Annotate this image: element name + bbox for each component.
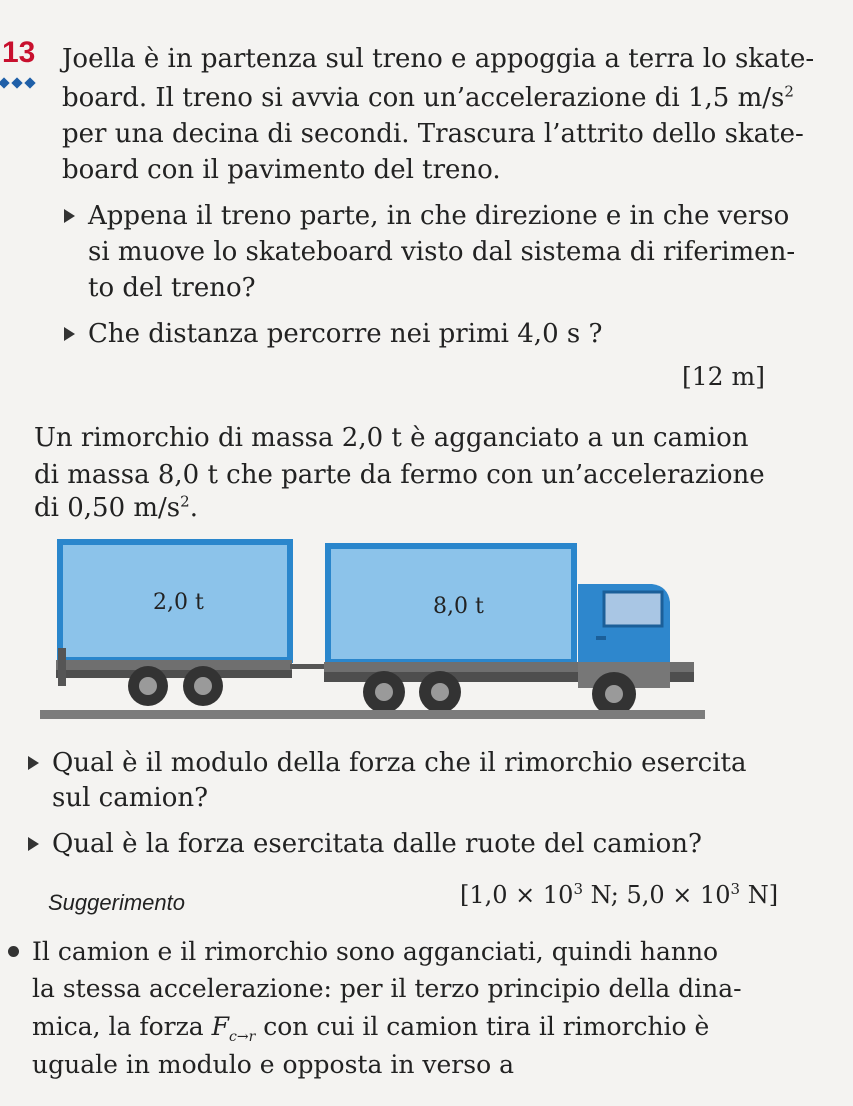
problem-14-q1-line-2: sul camion? [52, 783, 209, 813]
hint-line-1: Il camion e il rimorchio sono agganciati, quindi hanno [32, 937, 719, 966]
problem-14-answer: [$1,0 \times 10^3$ N; $5,0 \times 10^3$ N] [460, 880, 779, 909]
ground-line [40, 710, 705, 719]
problem-14-q1-line-1: Qual è il modulo della forza che il rimorchio esercita [52, 748, 747, 778]
problem-13-line-1: Joella è in partenza sul treno e appoggia a terra lo skate- [62, 44, 815, 74]
problem-13-q2: Che distanza percorre nei primi 4,0 s ? [88, 319, 603, 349]
bullet-dot-icon [8, 946, 19, 957]
problem-13-q1-line-1: Appena il treno parte, in che direzione e in che verso [88, 201, 790, 231]
hint-title: Suggerimento [48, 890, 185, 915]
problem-14-line-2: di massa 8,0 t che parte da fermo con un’accelerazione [34, 460, 765, 490]
exercise-number: 13 [2, 36, 36, 69]
problem-13-line-3: per una decina di secondi. Trascura l’attrito dello skate- [62, 119, 804, 149]
problem-13-q1-line-2: si muove lo skateboard visto dal sistema di riferimen- [88, 237, 796, 267]
truck-mass-label: 8,0 t [433, 594, 484, 619]
difficulty-diamonds-icon [0, 72, 39, 91]
hint-line-3: mica, la forza $F_{c\to r}$ con cui il camion tira il rimorchio è [32, 1012, 710, 1045]
hint-line-4: uguale in modulo e opposta in verso a [32, 1050, 514, 1079]
problem-13-answer: [12 m] [682, 362, 765, 391]
problem-13-q1-line-3: to del treno? [88, 273, 256, 303]
hint-line-2: la stessa accelerazione: per il terzo principio della dina- [32, 974, 742, 1003]
bullet-arrow-icon [28, 756, 39, 770]
problem-14-line-1: Un rimorchio di massa 2,0 t è agganciato a un camion [34, 423, 749, 453]
problem-13-line-4: board con il pavimento del treno. [62, 155, 501, 185]
trailer-mass-label: 2,0 t [153, 590, 204, 615]
truck-trailer-figure [40, 530, 720, 730]
bullet-arrow-icon [28, 837, 39, 851]
bullet-arrow-icon [64, 209, 75, 223]
problem-14-line-3: di 0,50 $m/s^2$. [34, 492, 198, 523]
problem-14-q2: Qual è la forza esercitata dalle ruote del camion? [52, 829, 702, 859]
problem-13-line-2: board. Il treno si avvia con un’accelerazione di 1,5 $m/s^2$ [62, 82, 794, 113]
bullet-arrow-icon [64, 327, 75, 341]
